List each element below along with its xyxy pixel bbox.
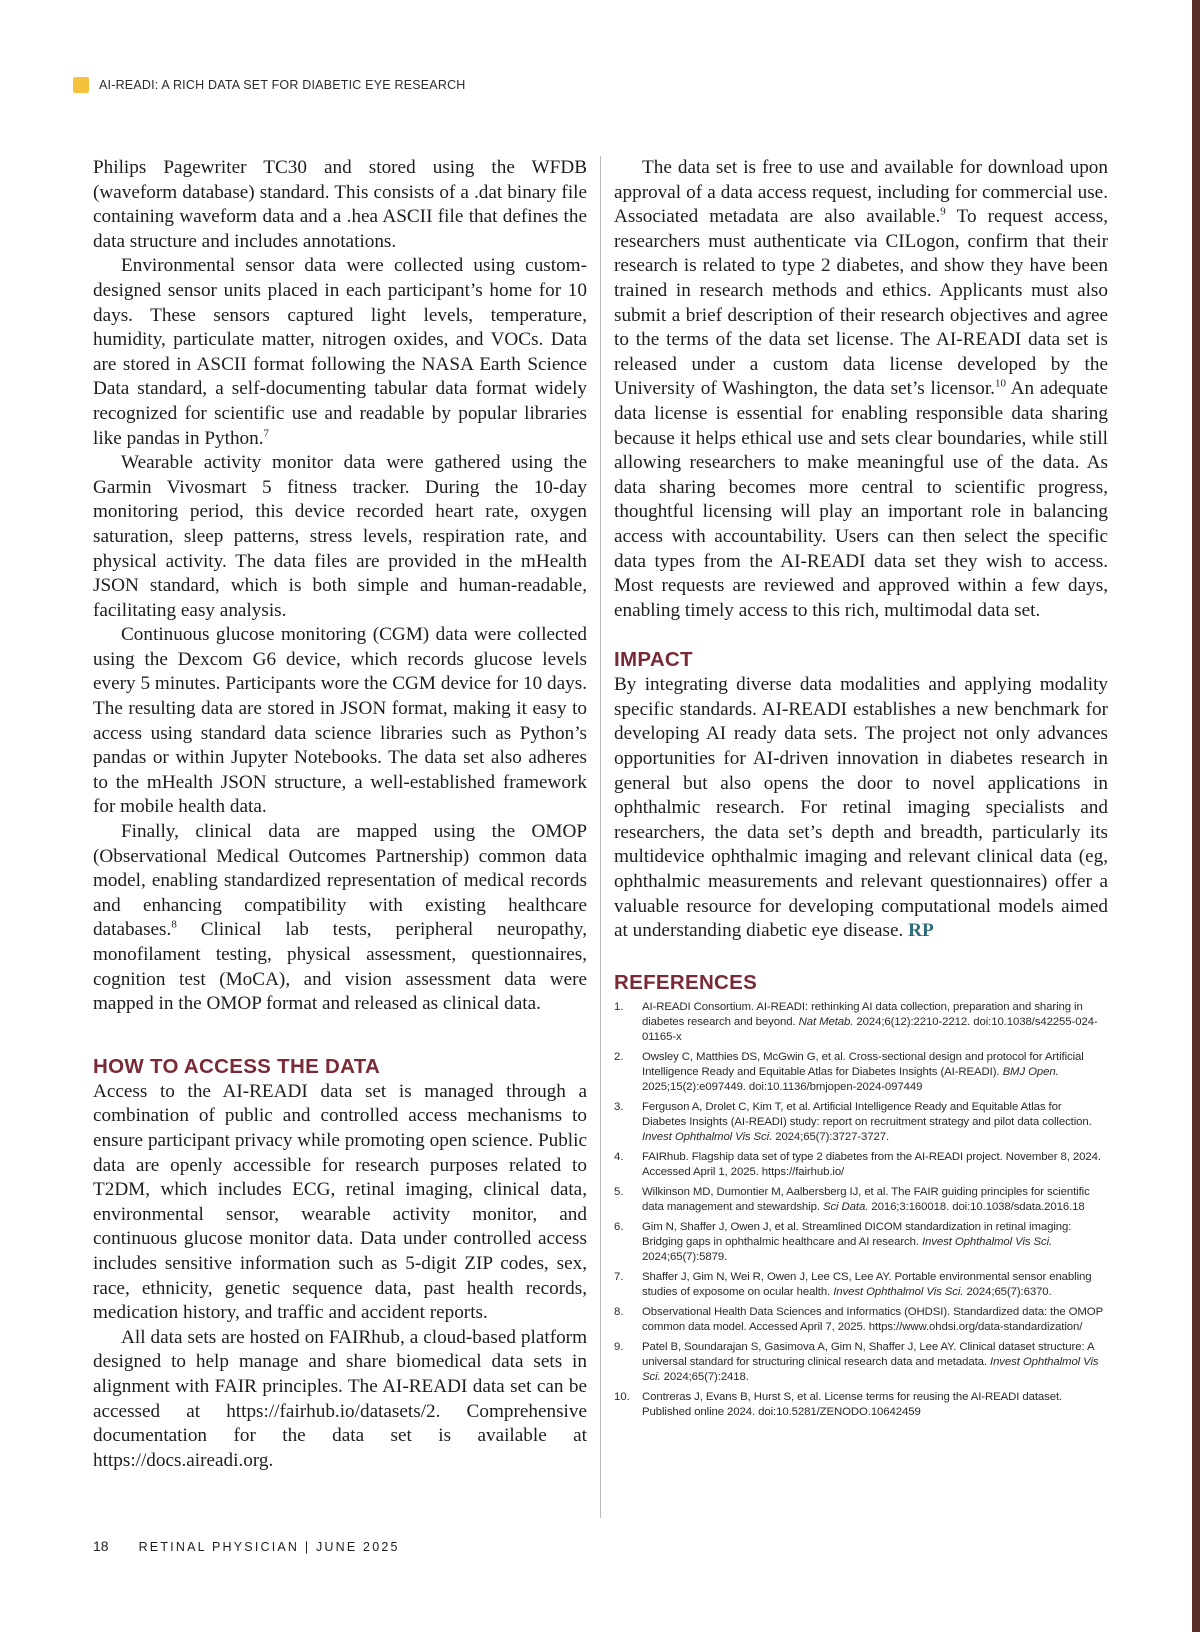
reference-number: 1. xyxy=(614,1000,624,1013)
page-footer xyxy=(93,1538,400,1554)
reference-number: 8. xyxy=(614,1305,624,1318)
reference-number: 5. xyxy=(614,1186,624,1199)
reference-text: Contreras J, Evans B, Hurst S, et al. License terms for reusing the AI-READI dataset. Published online 2024. doi:10.5281/ZENODO.10642459 xyxy=(642,1390,1063,1419)
paragraph: Environmental sensor data were collected using custom-designed sensor units placed in each participant’s home for 10 days. These sensors captured light levels, temperature, humidity, particulate matter, nitrogen oxides, and VOCs. Data are stored in ASCII format following the NASA Earth Science Data standard, a self-documenting tabular data format widely recognized for scientific use and readable by popular libraries like pandas in Python.$^7$ xyxy=(93,255,587,449)
publication-line: RETINAL PHYSICIAN | JUNE 2025 xyxy=(138,1540,400,1554)
reference-item xyxy=(614,1185,1108,1215)
reference-item xyxy=(614,1390,1108,1420)
citation-ref: 7 xyxy=(263,427,270,440)
reference-number: 7. xyxy=(614,1271,624,1284)
section-heading-references: REFERENCES xyxy=(614,970,758,994)
header-square-icon xyxy=(73,77,89,93)
column-divider xyxy=(600,156,601,1518)
running-header xyxy=(73,76,466,94)
journal-name: BMJ Open. xyxy=(1002,1066,1059,1079)
running-title: AI-READI: A RICH DATA SET FOR DIABETIC EYE RESEARCH xyxy=(99,78,466,92)
reference-text: Shaffer J, Gim N, Wei R, Owen J, Lee CS, Lee AY. Portable environmental sensor enabling studies of exposome on ocular health. Invest Ophthalmol Vis Sci. 2024;65(7):6370. xyxy=(642,1271,1092,1299)
right-column xyxy=(614,156,1108,1425)
journal-name: Invest Ophthalmol Vis Sci. xyxy=(642,1131,773,1144)
paragraph: Wearable activity monitor data were gathered using the Garmin Vivosmart 5 fitness tracker. During the 10-day monitoring period, this device recorded heart rate, oxygen saturation, sleep patterns, stress levels, respiration rate, and physical activity. The data files are provided in the mHealth JSON standard, which is both simple and human-readable, facilitating easy analysis. xyxy=(93,452,587,621)
reference-list xyxy=(614,1000,1108,1421)
reference-item xyxy=(614,1050,1108,1096)
end-mark: RP xyxy=(908,920,934,942)
journal-name: Nat Metab. xyxy=(798,1016,854,1029)
reference-item xyxy=(614,1100,1108,1146)
reference-number: 9. xyxy=(614,1340,624,1353)
reference-number: 4. xyxy=(614,1151,624,1164)
citation-ref: 10 xyxy=(994,377,1006,390)
left-column xyxy=(93,156,587,1473)
paragraph: Finally, clinical data are mapped using the OMOP (Observational Medical Outcomes Partnership) common data model, enabling standardized representation of medical records and enhancing compatibility with existing healthcare databases.$^8$ Clinical lab tests, peripheral neuropathy, monofilament testing, physical assessment, questionnaires, cognition test (MoCA), and vision assessment data were mapped in the OMOP format and released as clinical data. xyxy=(93,821,587,1015)
journal-name: Invest Ophthalmol Vis Sci. xyxy=(921,1236,1053,1249)
reference-text: Owsley C, Matthies DS, McGwin G, et al. Cross-sectional design and protocol for Artificial Intelligence Ready and Equitable Atlas for Diabetes Insights (AI-READI). BMJ Open. 2025;15(2):e097449. doi:10.1136/bmjopen-2024-097449 xyxy=(642,1050,1084,1094)
reference-item xyxy=(614,1270,1108,1300)
reference-text: FAIRhub. Flagship data set of type 2 diabetes from the AI-READI project. November 8, 2024. Accessed April 1, 2025. https://fairhub.io/ xyxy=(642,1151,1101,1179)
page-number: 18 xyxy=(93,1538,109,1554)
reference-text: Wilkinson MD, Dumontier M, Aalbersberg IJ, et al. The FAIR guiding principles for scientific data management and stewardship. Sci Data. 2016;3:160018. doi:10.1038/sdata.2016.18 xyxy=(642,1186,1090,1214)
reference-text: Gim N, Shaffer J, Owen J, et al. Streamlined DICOM standardization in retinal imaging: Bridging gaps in ophthalmic healthcare and AI research. Invest Ophthalmol Vis Sci. 2024;65(7):5879. xyxy=(642,1220,1072,1264)
reference-text: Observational Health Data Sciences and Informatics (OHDSI). Standardized data: the OMOP common data model. Accessed April 7, 2025. https://www.ohdsi.org/data-standardization/ xyxy=(642,1305,1103,1334)
journal-name: Invest Ophthalmol Vis Sci. xyxy=(833,1286,964,1299)
paragraph: All data sets are hosted on FAIRhub, a cloud-based platform designed to help manage and share biomedical data sets in alignment with FAIR principles. The AI-READI data set can be accessed at https://fairhub.io/datasets/2. Comprehensive documentation for the data set is available at https://docs.aireadi.org. xyxy=(93,1326,587,1471)
citation-ref: 9 xyxy=(940,205,946,218)
reference-item xyxy=(614,1340,1108,1386)
section-heading-access: HOW TO ACCESS THE DATA xyxy=(93,1054,381,1078)
paragraph: Continuous glucose monitoring (CGM) data were collected using the Dexcom G6 device, which records glucose levels every 5 minutes. Participants wore the CGM device for 10 days. The resulting data are stored in JSON format, making it easy to access using standard data science libraries such as Python’s pandas or within Jupyter Notebooks. The data set also adheres to the mHealth JSON structure, a well-established framework for mobile health data. xyxy=(93,624,587,818)
reference-number: 3. xyxy=(614,1101,624,1114)
section-heading-impact: IMPACT xyxy=(614,648,693,672)
citation-ref: 8 xyxy=(171,919,177,932)
reference-item xyxy=(614,1305,1108,1335)
reference-item xyxy=(614,1000,1108,1046)
reference-number: 6. xyxy=(614,1220,624,1233)
paragraph: The data set is free to use and available for download upon approval of a data access request, including for commercial use. Associated metadata are also available.$^9$ To request access, researchers must authenticate via CILogon, confirm that their research is related to type 2 diabetes, and show they have been trained in research methods and ethics. Applicants must also submit a brief description of their research objectives and agree to the terms of the data set license. The AI-READI data set is released under a custom data license developed by the University of Washington, the data set’s licensor.$^{10}$ An adequate data license is essential for enabling responsible data sharing because it helps ethical use and sets clear boundaries, while still allowing researchers to make meaningful use of the data. As data sharing becomes more central to scientific progress, thoughtful licensing will play an important role in balancing access with accountability. Users can then select the specific data types from the AI-READI data set they wish to access. Most requests are reviewed and approved within a few days, enabling timely access to this rich, multimodal data set. xyxy=(614,157,1108,621)
reference-number: 2. xyxy=(614,1050,624,1063)
paragraph: Access to the AI-READI data set is managed through a combination of public and controlled access mechanisms to ensure participant privacy while promoting open science. Public data are openly accessible for research purposes related to T2DM, which includes ECG, retinal imaging, clinical data, environmental sensor, wearable activity monitor, and continuous glucose monitor data. Data under controlled access includes sensitive information such as 5-digit ZIP codes, sex, race, ethnicity, genetic sequence data, past health records, medication history, and traffic and accident reports. xyxy=(93,1080,587,1324)
paragraph: Philips Pagewriter TC30 and stored using the WFDB (waveform database) standard. This consists of a .dat binary file containing waveform data and a .hea ASCII file that defines the data structure and includes annotations. xyxy=(93,157,587,252)
journal-name: Invest Ophthalmol Vis Sci. xyxy=(642,1356,1099,1384)
reference-text: Ferguson A, Drolet C, Kim T, et al. Artificial Intelligence Ready and Equitable Atlas for Diabetes Insights (AI-READI) study: report on recruitment strategy and pilot data collection. Invest Ophthalmol Vis Sci. 2024;65(7):3727-3727. xyxy=(642,1101,1092,1144)
reference-text: Patel B, Soundarajan S, Gasimova A, Gim N, Shaffer J, Lee AY. Clinical dataset structure: A universal standard for structuring clinical research data and metadata. Invest Ophthalmol Vis Sci. 2024;65(7):2418. xyxy=(642,1340,1099,1384)
reference-number: 10. xyxy=(614,1390,630,1403)
journal-name: Sci Data. xyxy=(822,1201,869,1214)
reference-text: AI-READI Consortium. AI-READI: rethinking AI data collection, preparation and sharing in diabetes research and beyond. Nat Metab. 2024;6(12):2210-2212. doi:10.1038/s42255-024-01165-x xyxy=(642,1000,1098,1044)
reference-item xyxy=(614,1220,1108,1266)
paragraph: By integrating diverse data modalities and applying modality specific standards. AI-READI establishes a new benchmark for developing AI ready data sets. The project not only advances opportunities for AI-driven innovation in diabetes research in general but also opens the door to novel applications in ophthalmic research. For retinal imaging specialists and researchers, the data set’s depth and breadth, particularly its multidevice ophthalmic imaging and relevant clinical data (eg, ophthalmic measurements and relevant questionnaires) offer a valuable resource for developing computational models aimed at understanding diabetic eye disease. RP xyxy=(614,674,1108,942)
page-edge-stripe xyxy=(1192,0,1200,1632)
reference-item xyxy=(614,1150,1108,1180)
